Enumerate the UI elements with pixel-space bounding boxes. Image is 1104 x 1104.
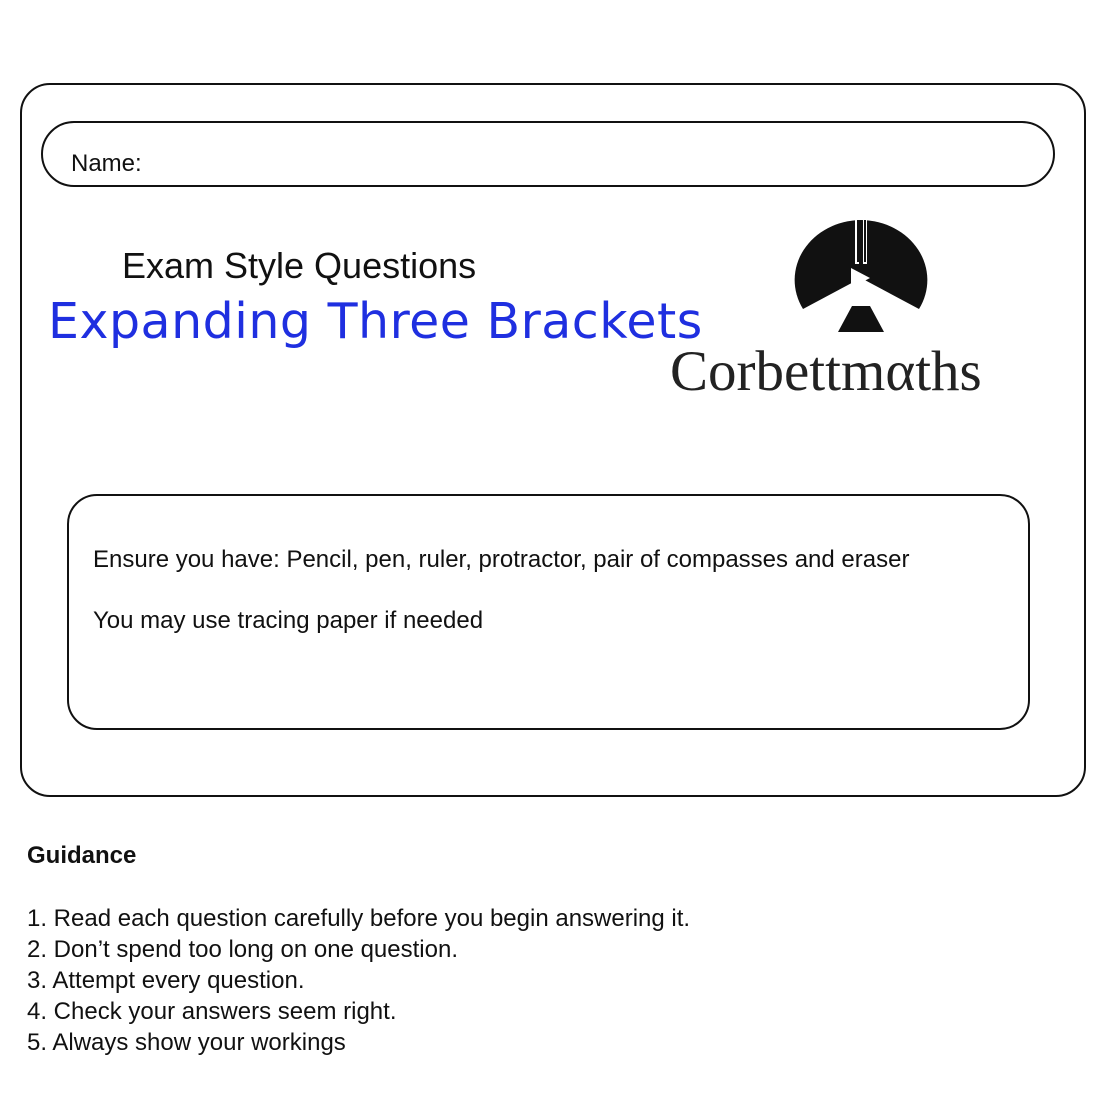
guidance-item: 1. Read each question carefully before you begin answering it.: [27, 905, 691, 932]
brand-wordmark-prefix: Corbettm: [670, 340, 886, 403]
brand-wordmark-alpha: α: [885, 340, 916, 403]
equipment-line-2: You may use tracing paper if needed: [93, 607, 484, 634]
guidance-item: 4. Check your answers seem right.: [27, 998, 397, 1025]
guidance-item: 3. Attempt every question.: [27, 967, 305, 994]
guidance-item: 2. Don’t spend too long on one question.: [27, 936, 458, 963]
corbettmaths-logo-icon: [794, 220, 928, 336]
name-label: Name:: [71, 150, 142, 177]
guidance-item: 5. Always show your workings: [27, 1029, 346, 1056]
equipment-box: [67, 494, 1030, 730]
guidance-list: [27, 903, 690, 1058]
brand-wordmark-suffix: ths: [915, 340, 982, 403]
name-field-box[interactable]: [41, 121, 1055, 187]
topic-title: Expanding Three Brackets: [48, 293, 703, 350]
exam-style-heading: Exam Style Questions: [122, 245, 477, 286]
guidance-heading: Guidance: [27, 842, 137, 869]
brand-wordmark: [670, 340, 982, 404]
equipment-line-1: Ensure you have: Pencil, pen, ruler, protractor, pair of compasses and eraser: [93, 546, 910, 573]
